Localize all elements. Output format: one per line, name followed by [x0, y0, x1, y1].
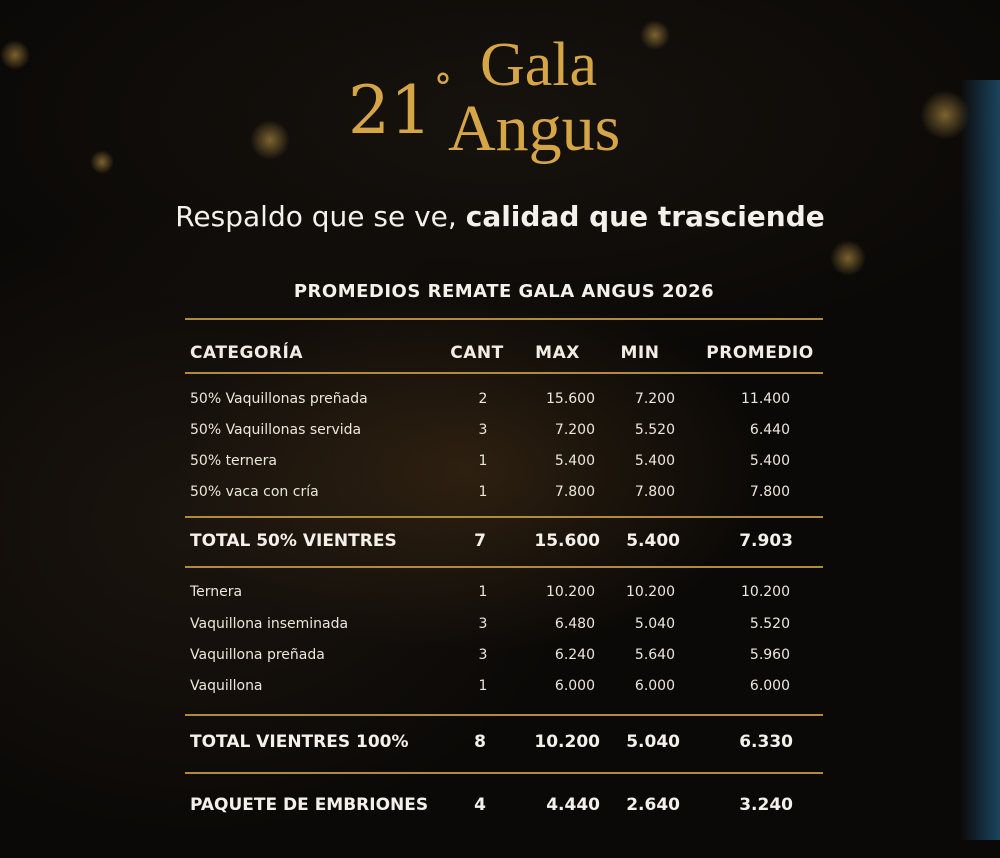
table-row [185, 391, 823, 415]
total-label: PAQUETE DE EMBRIONES [190, 795, 429, 815]
total-label: TOTAL 50% VIENTRES [190, 531, 397, 551]
total-max: 4.440 [546, 795, 600, 815]
total-promedio: 3.240 [739, 795, 793, 815]
cell-min: 6.000 [634, 678, 675, 694]
cell-max: 6.480 [554, 616, 595, 632]
total-cant: 4 [474, 795, 486, 815]
total-min: 5.040 [626, 732, 680, 752]
cell-min: 7.200 [634, 391, 675, 407]
total-min: 5.400 [626, 531, 680, 551]
cell-max: 6.000 [554, 678, 595, 694]
total-row [185, 732, 823, 756]
cell-promedio: 6.000 [749, 678, 790, 694]
divider [185, 516, 823, 518]
table-row [185, 678, 823, 702]
divider [185, 566, 823, 568]
cell-categoria: Vaquillona inseminada [190, 616, 349, 632]
tagline-bold: calidad que trasciende [465, 200, 825, 233]
table-row [185, 616, 823, 640]
cell-categoria: 50% Vaquillonas preñada [190, 391, 368, 407]
cell-categoria: Ternera [190, 584, 243, 600]
cell-promedio: 5.520 [749, 616, 790, 632]
cell-promedio: 7.800 [749, 484, 790, 500]
total-max: 10.200 [534, 732, 600, 752]
cell-categoria: Vaquillona preñada [190, 647, 325, 663]
total-row [185, 795, 823, 819]
cell-max: 6.240 [554, 647, 595, 663]
bokeh-light [830, 240, 866, 276]
divider [185, 372, 823, 374]
table-row [185, 422, 823, 446]
table-title: PROMEDIOS REMATE GALA ANGUS 2026 [293, 281, 715, 302]
bokeh-light [90, 150, 114, 174]
cell-categoria: Vaquillona [190, 678, 263, 694]
cell-min: 5.640 [634, 647, 675, 663]
bokeh-light [0, 40, 30, 70]
divider [185, 318, 823, 320]
logo-degree-sign: ° [434, 68, 452, 109]
logo-edition-number: 21 [348, 72, 432, 149]
cell-max: 5.400 [554, 453, 595, 469]
cell-cant: 3 [478, 422, 488, 438]
cell-cant: 1 [478, 484, 488, 500]
tagline-regular: Respaldo que se ve, [175, 200, 466, 233]
cell-max: 15.600 [546, 391, 595, 407]
cell-cant: 1 [478, 678, 488, 694]
cell-max: 7.200 [554, 422, 595, 438]
cell-cant: 3 [478, 647, 488, 663]
bokeh-light [250, 120, 290, 160]
table-row [185, 484, 823, 508]
total-cant: 8 [474, 732, 486, 752]
tagline [0, 200, 1000, 233]
blue-fabric-decoration [960, 80, 1000, 840]
cell-max: 10.200 [546, 584, 595, 600]
cell-categoria: 50% Vaquillonas servida [190, 422, 362, 438]
cell-promedio: 11.400 [741, 391, 790, 407]
total-max: 15.600 [534, 531, 600, 551]
cell-min: 5.040 [634, 616, 675, 632]
cell-categoria: 50% vaca con cría [190, 484, 319, 500]
cell-promedio: 10.200 [741, 584, 790, 600]
cell-promedio: 5.960 [749, 647, 790, 663]
table-row [185, 584, 823, 608]
event-logo [348, 30, 668, 170]
cell-max: 7.800 [554, 484, 595, 500]
total-promedio: 7.903 [739, 531, 793, 551]
header-cant: CANT [450, 343, 504, 363]
cell-categoria: 50% ternera [190, 453, 278, 469]
total-label: TOTAL VIENTRES 100% [190, 732, 409, 752]
cell-cant: 1 [478, 584, 488, 600]
cell-min: 5.520 [634, 422, 675, 438]
cell-cant: 1 [478, 453, 488, 469]
header-max: MAX [535, 343, 580, 363]
divider [185, 772, 823, 774]
cell-min: 7.800 [634, 484, 675, 500]
total-cant: 7 [474, 531, 486, 551]
total-min: 2.640 [626, 795, 680, 815]
cell-min: 10.200 [626, 584, 675, 600]
logo-word-gala: Gala [480, 31, 598, 99]
total-promedio: 6.330 [739, 732, 793, 752]
header-promedio: PROMEDIO [706, 343, 814, 363]
total-row [185, 531, 823, 555]
divider [185, 714, 823, 716]
cell-promedio: 5.400 [749, 453, 790, 469]
cell-min: 5.400 [634, 453, 675, 469]
table-header-row [185, 343, 823, 367]
table-row [185, 453, 823, 477]
cell-cant: 3 [478, 616, 488, 632]
logo-word-angus: Angus [448, 92, 621, 165]
cell-promedio: 6.440 [749, 422, 790, 438]
cell-cant: 2 [478, 391, 488, 407]
header-min: MIN [620, 343, 660, 363]
table-row [185, 647, 823, 671]
header-categoria: CATEGORÍA [190, 343, 303, 363]
